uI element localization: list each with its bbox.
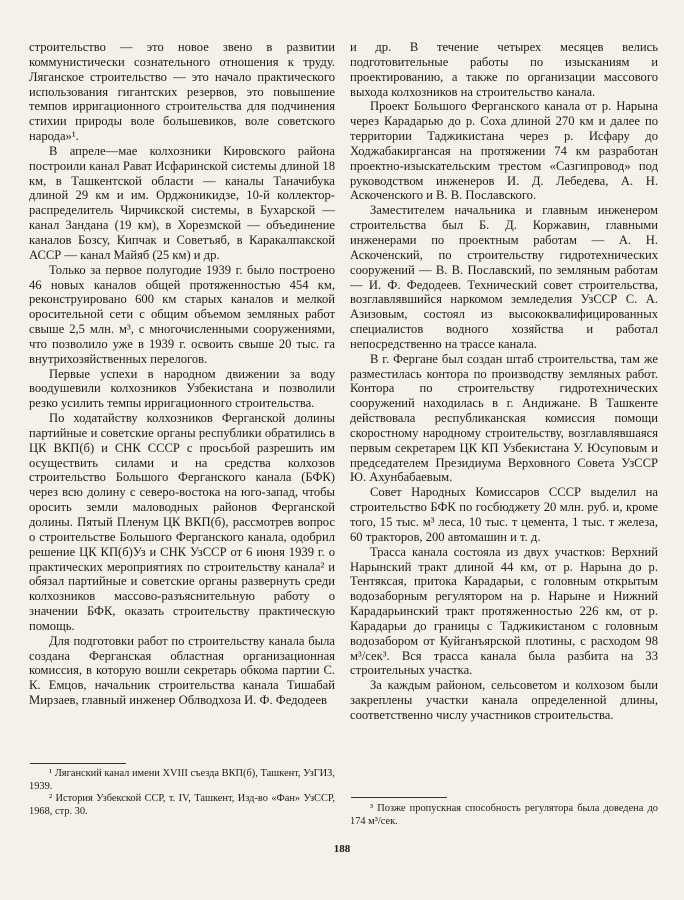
left-paragraph: В апреле—мае колхозники Кировского района построили канал Рават Исфаринской системы длиной 18 км, в Ташкентской области — каналы Таначибука длиной 29 км и им. Орджоникидзе, 10-й коллектор-распределитель Чирчикской системы, в Бухарской — канал Зандана (19 км), в Хорезмской — объединение каналов Бозсу, Кипчак и Советъяб, в Каракалпакской АССР — канал Майяб (25 км) и др.: [29, 143, 335, 262]
left-paragraph: Первые успехи в народном движении за воду воодушевили колхозников Узбекистана и позволили резко усилить темпы ирригационного строительства.: [29, 366, 335, 411]
left-paragraph: строительство — это новое звено в развитии коммунистически сознательного отношения к труду. Ляганское строительство — это начало практического использования гигантских резервов, это повышение темпов ирригационного строительства для подчинения стихии природы воле большевиков, воле советского народа»¹.: [29, 40, 335, 144]
footnote-rule: [351, 797, 447, 798]
right-paragraph: и др. В течение четырех месяцев велись подготовительные работы по изысканиям и проектированию, а также по организации массового выхода колхозников на строительство канала.: [350, 40, 658, 99]
left-column: [29, 40, 335, 708]
right-paragraph: За каждым районом, сельсоветом и колхозом были закреплены участки канала определенной длины, соответственно числу участников строительства.: [350, 678, 658, 722]
page-number: 188: [333, 843, 351, 855]
right-paragraph: Заместителем начальника и главным инженером строительства был Б. Д. Коржавин, главными инженерами по проектным работам — А. Н. Аскоченский, по строительству гидротехнических сооружений — В. В. Пославский, по земляным работам — И. Ф. Федодеев. Технический совет строительства, возглавлявшийся наркомом земледелия УзССР С. А. Азизовым, состоял из высококвалифицированных специалистов водного хозяйства и работал непосредственно на трассе канала.: [350, 203, 658, 351]
right-column: [350, 40, 658, 723]
right-paragraph: Проект Большого Ферганского канала от р. Нарына через Карадарью до р. Соха длиной 270 км и далее по территории Таджикистана через р. Исфару до Ходжабакиргансая на протяжении 74 км разработан проектно-изыскательским трестом «Сазгипровод» под руководством инженеров И. Д. Лебедева, А. Н. Аскоченского и В. В. Пославского.: [350, 99, 658, 203]
footnote: ¹ Ляганский канал имени XVIII съезда ВКП(б), Ташкент, УзГИЗ, 1939.: [29, 768, 335, 792]
right-paragraph: Совет Народных Комиссаров СССР выделил на строительство БФК по госбюджету 20 млн. руб. и, кроме того, 15 тыс. м³ леса, 10 тыс. т цемента, 1 тыс. т железа, 60 тракторов, 200 автомашин и т. д.: [350, 485, 658, 544]
left-paragraph: Для подготовки работ по строительству канала была создана Ферганская областная организационная комиссия, в которую вошли секретарь обкома партии С. К. Емцов, начальник строительства канала Тишабай Мирзаев, главный инженер Облводхоза И. Ф. Федодеев: [29, 633, 335, 708]
footnote: ² История Узбекской ССР, т. IV, Ташкент, Изд-во «Фан» УзССР, 1968, стр. 30.: [29, 793, 335, 817]
left-paragraph: По ходатайству колхозников Ферганской долины партийные и советские органы республики обратились в ЦК ВКП(б) и СНК СССР с просьбой разрешить им осуществить силами и на средства колхозов строительство Большого Ферганского канала (БФК) через всю долину с северо-востока на юго-запад, чтобы оросить земли маловодных районов Ферганской долины. Пятый Пленум ЦК ВКП(б), рассмотрев вопрос о строительстве Большого Ферганского канала, одобрил решение ЦК КП(б)Уз и СНК УзССР от 6 июня 1939 г. о практических мероприятиях по строительству канала² и обязал партийные и советские органы развернуть среди колхозников массово-разъяснительную работу о значении БФК, оказать строительству практическую помощь.: [29, 411, 335, 633]
left-footnotes: [29, 768, 335, 818]
right-paragraph: В г. Фергане был создан штаб строительства, там же разместилась контора по производству земляных работ. Контора по строительству гидротехнических сооружений находилась в г. Андижане. В Ташкенте действовала республиканская комиссия помощи скоростному народному строительству, возглавлявшаяся первым секретарем ЦК КП Узбекистана У. Юсуповым и председателем Президиума Верховного Совета УзССР Ю. Ахунбабаевым.: [350, 351, 658, 485]
footnote-rule: [30, 763, 126, 764]
right-footnotes: [350, 803, 658, 828]
left-paragraph: Только за первое полугодие 1939 г. было построено 46 новых каналов общей протяженностью 454 км, реконструировано 600 км старых каналов и мелкой оросительной сети с общим объемом земляных работ свыше 2,5 млн. м³, с многочисленными сооружениями, что позволило уже в 1939 г. освоить свыше 20 тыс. га внутрихозяйственных перелогов.: [29, 262, 335, 366]
footnote: ³ Позже пропускная способность регулятора была доведена до 174 м³/сек.: [350, 803, 658, 827]
right-paragraph: Трасса канала состояла из двух участков: Верхний Нарынский тракт длиной 44 км, от р. Нарына до р. Тентяксая, притока Карадарьи, с головным открытым водозаборным регулятором на р. Нарыне и Нижний Карадарьинский тракт протяженностью 226 км, от р. Карадарьи до границы с Таджикистаном с головным водозабором от Куйганъярской плотины, с расходом 98 м³/сек³. Вся трасса канала была разбита на 33 строительных участка.: [350, 544, 658, 678]
